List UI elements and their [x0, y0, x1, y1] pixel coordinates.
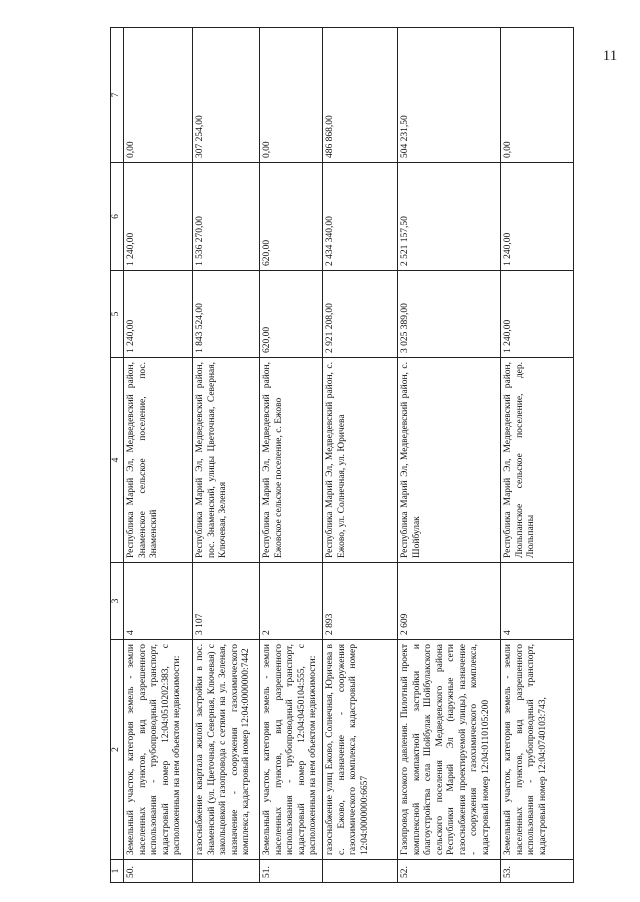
cell-col6: 2 521 157,50	[398, 163, 501, 271]
cell-col7: 0,00	[124, 28, 193, 163]
table-row	[501, 28, 574, 883]
cell-col6: 1 240,00	[501, 163, 574, 271]
cell-col6: 1 536 270,00	[193, 163, 260, 271]
cell-col7: 307 254,00	[193, 28, 260, 163]
row-number: 50.	[124, 860, 193, 883]
header-cell-3: 3	[111, 563, 124, 640]
object-address: Республика Марий Эл, Медведевский район, пос. Знаменский, улицы Цветочная, Северная, Ключевая, Зеленая	[193, 358, 260, 563]
row-number	[323, 860, 398, 883]
cell-col5: 1 843 524,00	[193, 271, 260, 358]
header-cell-6: 6	[111, 163, 124, 271]
cell-col7: 0,00	[501, 28, 574, 163]
row-number: 51.	[260, 860, 323, 883]
object-address: Республика Марий Эл, Медведевский район, с. Шойбулак	[398, 358, 501, 563]
cell-col3: 4	[124, 563, 193, 640]
object-description: газоснабжение улиц Ежово, Солнечная, Юричева в с. Ежово, назначение - сооружения газохимического комплекса, кадастровый номер 12:04:0000000:6657	[323, 640, 398, 860]
row-number: 52.	[398, 860, 501, 883]
table-header-row	[111, 28, 124, 883]
table-row	[260, 28, 323, 883]
cell-col3: 2 893	[323, 563, 398, 640]
object-description: Земельный участок, категория земель - земли населенных пунктов, вид разрешенного использования - трубопроводный транспорт, кадастровый номер 12:04:0740103:743,	[501, 640, 574, 860]
header-cell-5: 5	[111, 271, 124, 358]
row-number	[193, 860, 260, 883]
cell-col6: 1 240,00	[124, 163, 193, 271]
cell-col5: 3 025 389,00	[398, 271, 501, 358]
object-description: газоснабжение квартала жилой застройки в пос. Знаменский (ул. Цветочная, Северная, Ключевая) с закольцовкой газопровода с сетями на ул. Зеленая, назначение - сооружения газохимического комплекса, кадастровый номер 12:04:0000000:7442	[193, 640, 260, 860]
cell-col7: 504 231,50	[398, 28, 501, 163]
table-row	[323, 28, 398, 883]
cell-col6: 620,00	[260, 163, 323, 271]
cell-col7: 486 868,00	[323, 28, 398, 163]
table-row	[398, 28, 501, 883]
cell-col6: 2 434 340,00	[323, 163, 398, 271]
cell-col3: 2	[260, 563, 323, 640]
cell-col5: 1 240,00	[124, 271, 193, 358]
object-address: Республика Марий Эл, Медведевский район, Люльпанское сельское поселение, дер. Люльпаны	[501, 358, 574, 563]
cell-col3: 3 107	[193, 563, 260, 640]
table-row	[124, 28, 193, 883]
cell-col3: 4	[501, 563, 574, 640]
table-row	[193, 28, 260, 883]
header-cell-7: 7	[111, 28, 124, 163]
header-cell-2: 2	[111, 640, 124, 860]
rotated-table-container	[110, 63, 630, 883]
object-address: Республика Марий Эл, Медведевский район, с. Ежово, ул. Солнечная, ул. Юричева	[323, 358, 398, 563]
object-address: Республика Марий Эл, Медведевский район, Знаменское сельское поселение, пос. Знаменский	[124, 358, 193, 563]
header-cell-4: 4	[111, 358, 124, 563]
header-cell-1: 1	[111, 860, 124, 883]
cell-col5: 2 921 208,00	[323, 271, 398, 358]
cell-col5: 1 240,00	[501, 271, 574, 358]
property-table	[110, 27, 574, 883]
object-description: Земельный участок, категория земель - земли населенных пунктов, вид разрешенного использования - трубопроводный транспорт, кадастровый номер 12:04:0510202:383, с расположенным на нем объектом недвижимости:	[124, 640, 193, 860]
object-description: Газопровод высокого давления. Пилотный проект комплексной компактной застройки и благоустройства села Шойбулак Шойбулакского сельского поселения Медведевского района Республики Марий Эл (наружные сети газоснабжения проектируемой улицы), назначение - сооружения газохимического комплекса, кадастровый номер 12:04:0110105:200	[398, 640, 501, 860]
object-address: Республика Марий Эл, Медведевский район, Ежовское сельское поселение, с. Ежово	[260, 358, 323, 563]
cell-col7: 0,00	[260, 28, 323, 163]
cell-col5: 620,00	[260, 271, 323, 358]
object-description: Земельный участок, категория земель - земли населенных пунктов, вид разрешенного использования - трубопроводный транспорт, кадастровый номер 12:04:0450104:555, с расположенным на нем объектом недвижимости:	[260, 640, 323, 860]
cell-col3: 2 609	[398, 563, 501, 640]
page-number: 11	[602, 48, 618, 64]
row-number: 53.	[501, 860, 574, 883]
